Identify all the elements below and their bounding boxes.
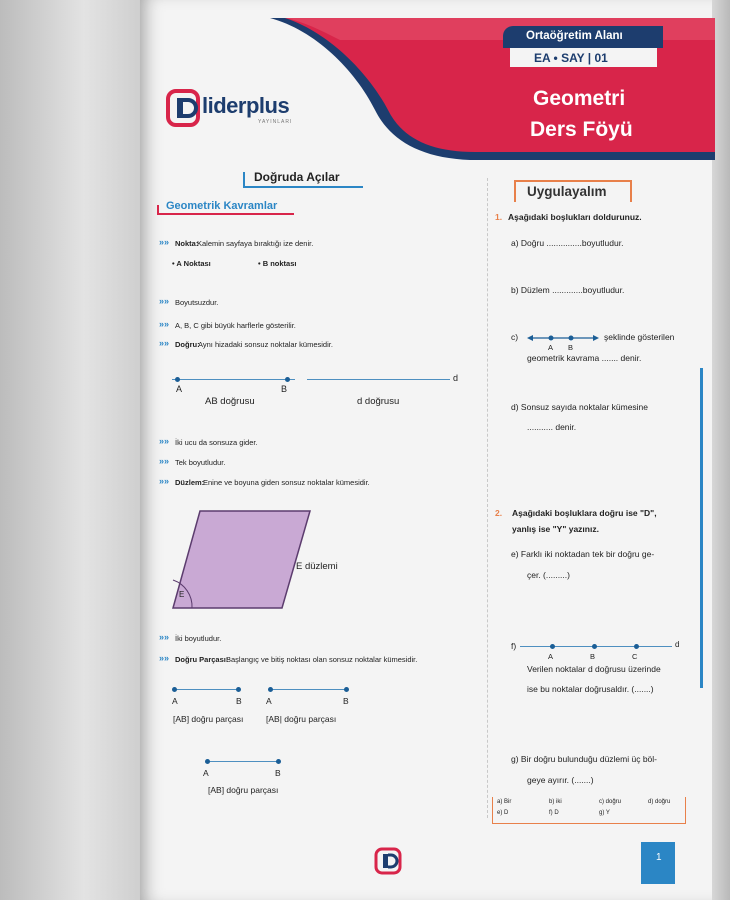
question-2e-line2: çer. (.........): [527, 570, 570, 580]
nokta-definition: Kalemin sayfaya bıraktığı ize denir.: [197, 239, 314, 248]
line-arrow-figure: [527, 333, 599, 343]
plane-figure: [170, 508, 315, 613]
logo-text: liderplus: [202, 93, 290, 118]
logo-icon: [166, 88, 202, 128]
label-a: A: [548, 343, 554, 352]
label-b: B: [236, 696, 242, 706]
question-2-line2: yanlış ise "Y" yazınız.: [512, 524, 599, 534]
segment-3-caption: [AB] doğru parçası: [208, 785, 279, 795]
question-1c-text: şeklinde gösterilen: [604, 332, 675, 342]
question-1c-prefix: c): [511, 332, 519, 342]
bullet-icon: »»: [159, 237, 170, 247]
bullet-text: İki boyutludur.: [175, 634, 222, 643]
right-accent-bar: [700, 368, 703, 688]
area-label: Ortaöğretim Alanı: [526, 30, 623, 42]
b-point-label: • B noktası: [258, 259, 297, 268]
point-a: [172, 687, 177, 692]
answer-item: c) doğru: [599, 799, 622, 805]
dogru-definition: Aynı hizadaki sonsuz noktalar kümesidir.: [198, 340, 333, 349]
label-a: A: [548, 652, 554, 661]
label-a: A: [203, 768, 209, 778]
code-label: EA • SAY | 01: [534, 51, 608, 65]
bullet-icon: »»: [159, 338, 170, 348]
bullet-icon: »»: [159, 436, 170, 446]
banner-title-2: Ders Föyü: [530, 118, 633, 141]
dogru-key: Doğru:: [175, 340, 200, 349]
question-1a: a) Doğru ...............boyutludur.: [511, 238, 624, 248]
segment-1-caption: [AB] doğru parçası: [173, 714, 244, 724]
answer-item: e) D: [497, 810, 509, 816]
page-number: 1: [656, 852, 662, 863]
question-2g-line2: geye ayırır. (.......): [527, 775, 594, 785]
segment-3: [207, 761, 279, 762]
footer-logo-icon: [374, 846, 404, 876]
point-b: [285, 377, 290, 382]
segment-1: [174, 689, 240, 690]
question-1c-line2: geometrik kavrama ....... denir.: [527, 353, 642, 363]
answer-item: f) D: [549, 810, 559, 816]
segment-2: [270, 689, 348, 690]
left-page-background: [0, 0, 140, 900]
d-line-caption: d doğrusu: [357, 396, 400, 407]
page-number-badge: [641, 842, 675, 884]
bullet-icon: »»: [159, 476, 170, 486]
question-1: Aşağıdaki boşlukları doldurunuz.: [508, 212, 642, 222]
label-c: C: [632, 652, 638, 661]
question-2f-line2: ise bu noktalar doğrusaldır. (.......): [527, 684, 654, 694]
nokta-key: Nokta:: [175, 239, 199, 248]
plane-e-label: E: [179, 590, 185, 599]
exercise-title: Uygulayalım: [527, 184, 607, 199]
point-b: [236, 687, 241, 692]
label-d: d: [675, 640, 680, 649]
label-a: A: [172, 696, 178, 706]
code-badge: [510, 48, 657, 67]
column-divider: [487, 178, 488, 818]
answer-key-box: [492, 797, 686, 824]
plane-caption: E düzlemi: [296, 561, 338, 572]
banner-title-1: Geometri: [533, 87, 626, 110]
label-a: A: [266, 696, 272, 706]
segment-2-caption: [AB| doğru parçası: [266, 714, 337, 724]
question-number: 1.: [495, 212, 503, 222]
answer-item: g) Y: [599, 810, 610, 816]
question-2e-line1: e) Farklı iki noktadan tek bir doğru ge-: [511, 549, 655, 559]
dogru-parcasi-key: Doğru Parçası:: [175, 655, 229, 664]
logo-subtext: YAYINLARI: [258, 119, 293, 125]
bullet-text: Tek boyutludur.: [175, 458, 226, 467]
point-c: [634, 644, 639, 649]
duzlem-definition: Enine ve boyuna giden sonsuz noktalar kümesidir.: [203, 478, 370, 487]
label-a: A: [176, 384, 183, 394]
question-number: 2.: [495, 508, 503, 518]
a-point-label: • A Noktası: [172, 259, 211, 268]
ab-line: [172, 379, 295, 380]
label-b: B: [281, 384, 288, 394]
label-b: B: [590, 652, 596, 661]
label-b: B: [568, 343, 574, 352]
point-a: [175, 377, 180, 382]
point-b: [344, 687, 349, 692]
d-line: [307, 379, 450, 380]
question-2f-prefix: f): [511, 641, 517, 651]
point-a: [550, 644, 555, 649]
bullet-icon: »»: [159, 632, 170, 642]
area-badge: [503, 26, 663, 48]
bullet-text: İki ucu da sonsuza gider.: [175, 438, 258, 447]
duzlem-key: Düzlem:: [175, 478, 205, 487]
question-2g-line1: g) Bir doğru bulunduğu düzlemi üç böl-: [511, 754, 658, 764]
dogru-parcasi-definition: Başlangıç ve bitiş noktası olan sonsuz noktalar kümesidir.: [226, 655, 418, 664]
bullet-icon: »»: [159, 319, 170, 329]
subsection-title: Geometrik Kavramlar: [166, 200, 278, 212]
bullet-text: Boyutsuzdur.: [175, 298, 219, 307]
point-b: [276, 759, 281, 764]
label-d: d: [453, 373, 459, 383]
question-1b: b) Düzlem .............boyutludur.: [511, 285, 625, 295]
point-b: [592, 644, 597, 649]
section-title: Doğruda Açılar: [254, 170, 340, 184]
question-2-line1: Aşağıdaki boşluklara doğru ise "D",: [512, 508, 657, 518]
answer-item: d) doğru: [648, 799, 671, 805]
question-1d-line1: d) Sonsuz sayıda noktalar kümesine: [511, 402, 649, 412]
publisher-logo: [166, 88, 293, 133]
question-2f-line1: Verilen noktalar d doğrusu üzerinde: [527, 664, 661, 674]
answer-item: b) iki: [549, 799, 562, 805]
bullet-icon: »»: [159, 296, 170, 306]
point-a: [268, 687, 273, 692]
label-b: B: [343, 696, 349, 706]
ab-line-caption: AB doğrusu: [205, 396, 255, 407]
bullet-icon: »»: [159, 456, 170, 466]
point-a: [205, 759, 210, 764]
bullet-icon: »»: [159, 653, 170, 663]
question-1d-line2: ........... denir.: [527, 422, 577, 432]
bullet-text: A, B, C gibi büyük harflerle gösterilir.: [175, 321, 296, 330]
label-b: B: [275, 768, 281, 778]
answer-item: a) Bir: [497, 799, 512, 805]
